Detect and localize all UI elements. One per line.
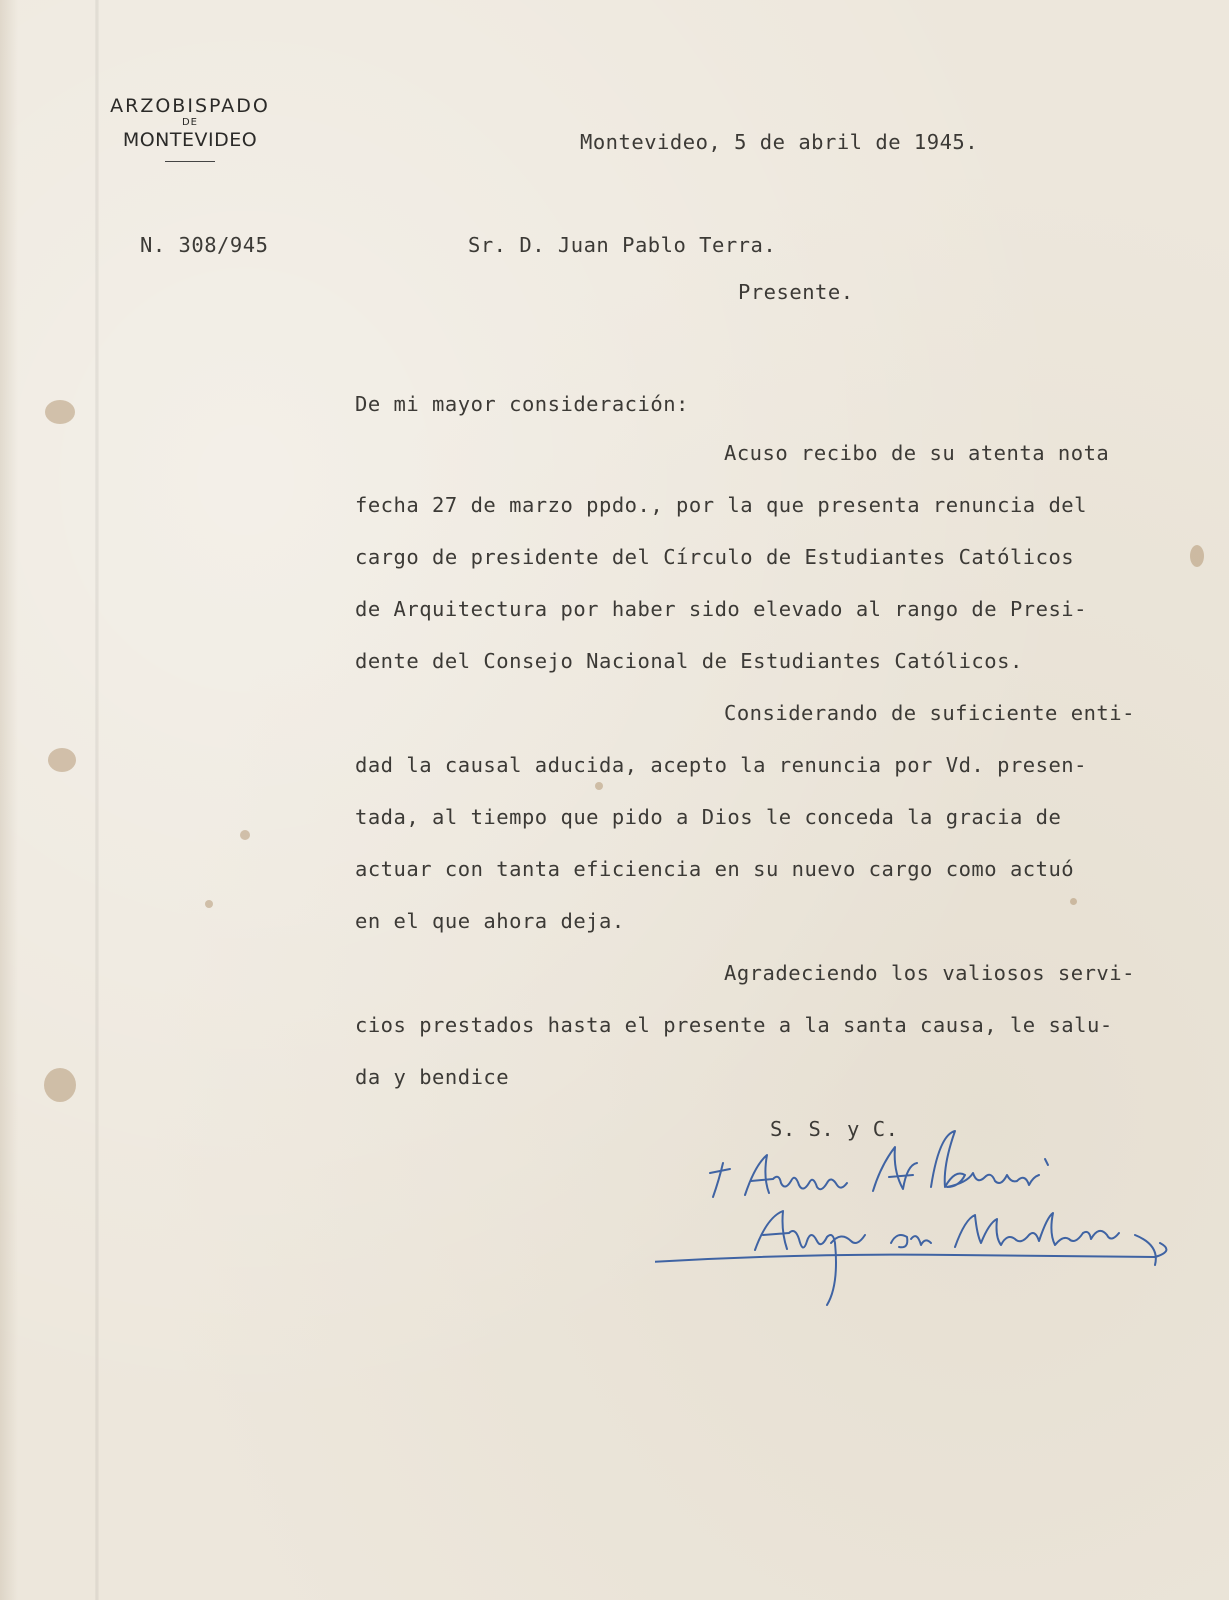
date-line: Montevideo, 5 de abril de 1945. xyxy=(580,130,979,154)
body-line: cargo de presidente del Círculo de Estudiantes Católicos xyxy=(355,545,1075,569)
stain xyxy=(44,1068,76,1102)
stain xyxy=(205,900,213,908)
recipient-name: Sr. D. Juan Pablo Terra. xyxy=(468,233,777,257)
recipient-presente: Presente. xyxy=(738,280,854,304)
body-line: da y bendice xyxy=(355,1065,510,1089)
stain xyxy=(240,830,250,840)
stain xyxy=(48,748,76,772)
closing: S. S. y C. xyxy=(770,1117,899,1141)
letterhead-connector: DE xyxy=(181,117,199,128)
body-line: actuar con tanta eficiencia en su nuevo cargo como actuó xyxy=(355,857,1075,881)
stain xyxy=(45,400,75,424)
paper-fold xyxy=(95,0,99,1600)
letterhead-title: ARZOBISPADO xyxy=(110,95,270,117)
paper-edge xyxy=(0,0,18,1600)
body-line: cios prestados hasta el presente a la santa causa, le salu- xyxy=(355,1013,1113,1037)
body-line: dente del Consejo Nacional de Estudiantes Católicos. xyxy=(355,649,1023,673)
body-line: de Arquitectura por haber sido elevado al rango de Presi- xyxy=(355,597,1087,621)
stain xyxy=(1190,545,1204,567)
letterhead-rule xyxy=(165,161,215,162)
body-line: tada, al tiempo que pido a Dios le conceda la gracia de xyxy=(355,805,1062,829)
body-line: fecha 27 de marzo ppdo., por la que presenta renuncia del xyxy=(355,493,1087,517)
stain xyxy=(1070,898,1077,905)
body-line: dad la causal aducida, acepto la renuncia por Vd. presen- xyxy=(355,753,1087,777)
letterhead xyxy=(95,95,285,162)
body-line: Agradeciendo los valiosos servi- xyxy=(724,961,1135,985)
body-line: Acuso recibo de su atenta nota xyxy=(724,441,1110,465)
body-line: en el que ahora deja. xyxy=(355,909,625,933)
signature xyxy=(655,1125,1195,1310)
letterhead-city: MONTEVIDEO xyxy=(122,129,258,151)
stain xyxy=(595,782,603,790)
body-line: Considerando de suficiente enti- xyxy=(724,701,1135,725)
salutation: De mi mayor consideración: xyxy=(355,392,689,416)
reference-number: N. 308/945 xyxy=(140,233,269,257)
